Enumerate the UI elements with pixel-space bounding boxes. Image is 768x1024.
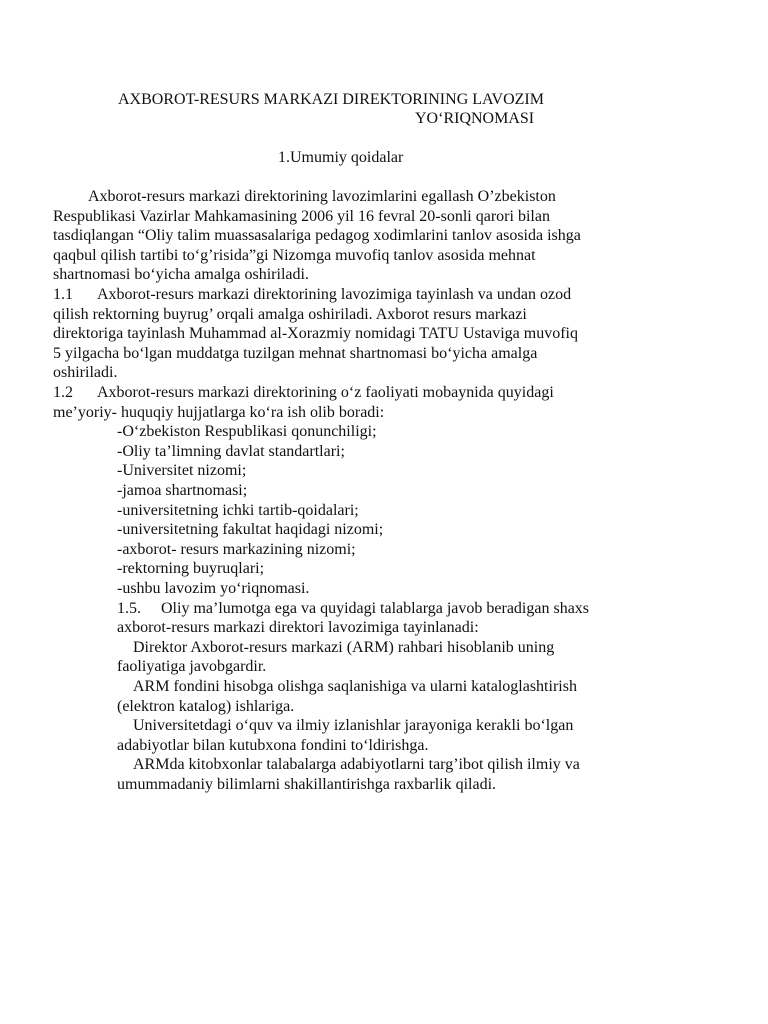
intro-line-5: shartnomasi bo‘yicha amalga oshiriladi. xyxy=(53,266,309,284)
section-heading: 1.Umumiy qoidalar xyxy=(278,149,404,166)
clause-1-2-line-1: Axborot-resurs markazi direktorining o‘z faoliyati mobaynida quyidagi xyxy=(97,384,554,401)
clause-1-5-line-1: Oliy ma’lumotga ega va quyidagi talablarga javob beradigan shaxs xyxy=(161,599,590,617)
list-item: -O‘zbekiston Respublikasi qonunchiligi; xyxy=(117,423,377,441)
list-item: -rektorning buyruqlari; xyxy=(117,560,265,578)
intro-line-4: qaqbul qilish tartibi to‘g’risida”gi Nizomga muvofiq tanlov asosida mehnat xyxy=(53,246,536,264)
list-item: -Universitet nizomi; xyxy=(117,462,247,480)
clause-1-5-number: 1.5. xyxy=(117,599,141,617)
intro-line-3: tasdiqlangan “Oliy talim muassasalariga pedagog xodimlarini tanlov asosida ishga xyxy=(53,227,581,245)
intro-line-2: Respublikasi Vazirlar Mahkamasining 2006 yil 16 fevral 20-sonli qarori bilan xyxy=(53,207,550,225)
clause-1-1-line-4: 5 yilgacha bo‘lgan muddatga tuzilgan mehnat shartnomasi bo‘yicha amalga xyxy=(53,344,538,362)
list-item: -ushbu lavozim yo‘riqnomasi. xyxy=(117,580,310,597)
duty-3-line-1: Universitetdagi o‘quv va ilmiy izlanishlar jarayoniga kerakli bo‘lgan xyxy=(133,717,574,735)
clause-1-2-number: 1.2 xyxy=(53,384,73,401)
document-title-line-1: AXBOROT-RESURS MARKAZI DIREKTORINING LAVOZIM xyxy=(118,91,544,108)
list-item: -universitetning ichki tartib-qoidalari; xyxy=(117,501,359,519)
intro-line-1: Axborot-resurs markazi direktorining lavozimlarini egallash O’zbekiston xyxy=(88,188,556,205)
duty-3-line-2: adabiyotlar bilan kutubxona fondini to‘ldirishga. xyxy=(117,736,429,754)
list-item: -Oliy ta’limning davlat standartlari; xyxy=(117,442,345,460)
list-item: -axborot- resurs markazining nizomi; xyxy=(117,540,356,558)
list-item: -universitetning fakultat haqidagi nizomi; xyxy=(117,521,384,539)
clause-1-1-line-2: qilish rektorning buyrug’ orqali amalga oshiriladi. Axborot resurs markazi xyxy=(53,305,527,323)
clause-1-1-line-5: oshiriladi. xyxy=(53,364,118,382)
clause-1-1-line-1: Axborot-resurs markazi direktorining lavozimiga tayinlash va undan ozod xyxy=(97,286,572,303)
clause-1-1-number: 1.1 xyxy=(53,286,73,303)
clause-1-1-line-3: direktoriga tayinlash Muhammad al-Xorazmiy nomidagi TATU Ustaviga muvofiq xyxy=(53,325,578,343)
duty-1-line-2: faoliyatiga javobgardir. xyxy=(117,658,267,676)
duty-4-line-1: ARMda kitobxonlar talabalarga adabiyotlarni targ’ibot qilish ilmiy va xyxy=(133,756,580,774)
clause-1-5-line-2: axborot-resurs markazi direktori lavozimiga tayinlanadi: xyxy=(117,619,479,637)
list-item: -jamoa shartnomasi; xyxy=(117,482,248,499)
duty-2-line-2: (elektron katalog) ishlariga. xyxy=(117,697,295,715)
duty-4-line-2: umummadaniy bilimlarni shakillantirishga raxbarlik qiladi. xyxy=(117,776,497,793)
duty-1-line-1: Direktor Axborot-resurs markazi (ARM) rahbari hisoblanib uning xyxy=(133,638,555,656)
duty-2-line-1: ARM fondini hisobga olishga saqlanishiga va ularni kataloglashtirish xyxy=(133,678,577,695)
document-title-line-2: YO‘RIQNOMASI xyxy=(415,110,535,127)
clause-1-2-line-2: me’yoriy- huquqiy hujjatlarga ko‘ra ish olib boradi: xyxy=(53,403,385,421)
